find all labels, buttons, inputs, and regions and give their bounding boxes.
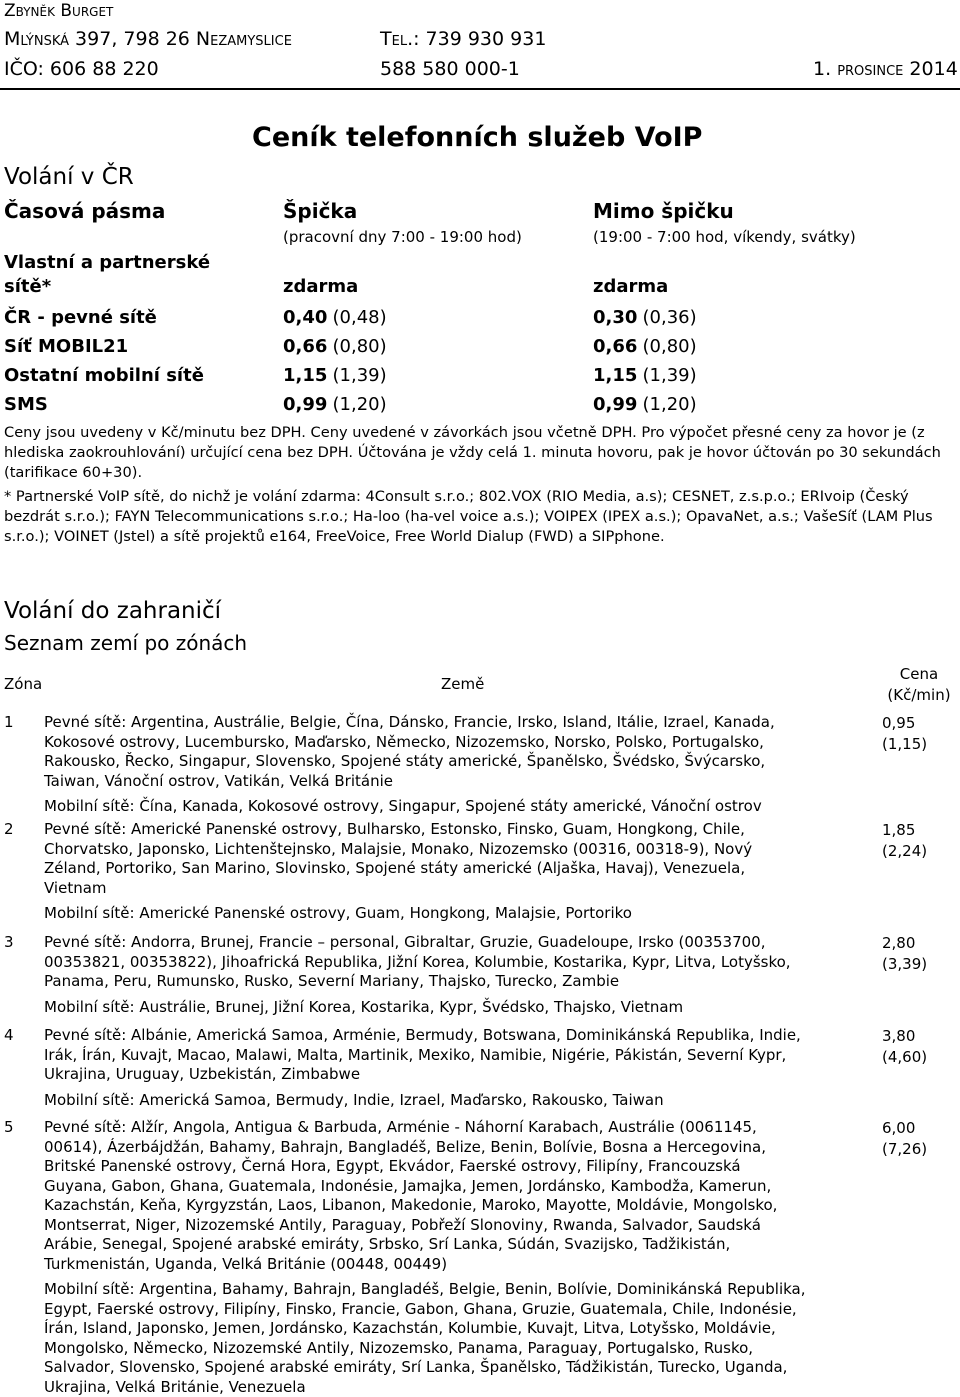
col-price-label-line1: Cena	[900, 665, 938, 683]
zone-countries	[44, 1026, 869, 1110]
col-peak-subheader: (pracovní dny 7:00 - 19:00 hod)	[283, 228, 522, 246]
company-address: Mlýnská 397, 798 26 Nezamyslice	[4, 28, 292, 50]
zone-price	[882, 933, 927, 975]
peak-price-vat: (0,48)	[333, 307, 387, 328]
fixed-line: Kokosové ostrovy, Lucembursko, Maďarsko, Německo, Nizozemsko, Norsko, Polsko, Portugalsko,	[44, 733, 869, 753]
row-label-line2: sítě*	[4, 276, 51, 297]
zone-price-vat: (7,26)	[882, 1140, 927, 1158]
offpeak-price: 0,66	[593, 336, 637, 357]
row-label: SMS	[4, 394, 48, 415]
fixed-line: Rakousko, Řecko, Singapur, Slovensko, Spojené státy americké, Španělsko, Švédsko, Švýcarsko,	[44, 752, 869, 772]
fixed-line: Pevné sítě: Argentina, Austrálie, Belgie, Čína, Dánsko, Francie, Irsko, Island, Itálie, Izrael, Kanada,	[44, 713, 869, 733]
fixed-line: Irák, Írán, Kuvajt, Macao, Malawi, Malta, Martinik, Mexiko, Namibie, Nigérie, Pákistán, Severní Kypr,	[44, 1046, 869, 1066]
zone-number: 5	[4, 1118, 14, 1136]
abroad-heading: Volání do zahraničí	[4, 598, 221, 624]
zone-countries	[44, 820, 869, 924]
peak-price: 0,66	[283, 336, 327, 357]
fixed-line: Britské Panenské ostrovy, Černá Hora, Egypt, Ekvádor, Faerské ostrovy, Filipíny, Francouzská	[44, 1157, 869, 1177]
offpeak-price-cell	[593, 336, 697, 357]
fixed-line: Panama, Peru, Rumunsko, Rusko, Severní Mariany, Thajsko, Turecko, Zambie	[44, 972, 869, 992]
offpeak-price-cell	[593, 394, 697, 415]
zone-countries	[44, 713, 869, 817]
zone-price	[882, 820, 927, 862]
zone-price	[882, 1026, 927, 1068]
offpeak-price-cell	[593, 365, 697, 386]
zone-price-net: 0,95	[882, 714, 915, 732]
fixed-line: Turkmenistán, Uganda, Velká Británie (00448, 00449)	[44, 1255, 869, 1275]
col-zone-header: Časová pásma	[4, 199, 165, 223]
fixed-line: Vietnam	[44, 879, 869, 899]
abroad-subheading: Seznam zemí po zónách	[4, 631, 247, 655]
offpeak-price-vat: (1,39)	[643, 365, 697, 386]
mobile-line: Mobilní sítě: Čína, Kanada, Kokosové ostrovy, Singapur, Spojené státy americké, Vánoční ostrov	[44, 797, 869, 817]
row-label-line1: Vlastní a partnerské	[4, 252, 210, 273]
fixed-line: Kazachstán, Keňa, Kyrgyzstán, Laos, Libanon, Makedonie, Maroko, Mayotte, Moldávie, Mongolsko,	[44, 1196, 869, 1216]
price-note: Ceny jsou uvedeny v Kč/minutu bez DPH. Ceny uvedené v závorkách jsou včetně DPH. Pro výpočet přesné ceny za hovor je (z hlediska zaokrouhlování) určující cena bez DPH. Účtována je vždy celá 1. minuta hovoru, pak je hovor účtován po 30 sekundách (tarifikace 60+30).	[4, 423, 954, 483]
page-title: Ceník telefonních služeb VoIP	[252, 122, 702, 153]
offpeak-price: 0,30	[593, 307, 637, 328]
zone-number: 1	[4, 713, 14, 731]
zone-number: 3	[4, 933, 14, 951]
col-peak-header: Špička	[283, 199, 357, 223]
date-day: 1.	[813, 58, 831, 80]
peak-price-cell	[283, 307, 387, 328]
col-price-label-line2: (Kč/min)	[887, 686, 950, 704]
zone-countries	[44, 1118, 869, 1397]
fixed-line: Zéland, Portoriko, San Marino, Slovinsko, Spojené státy americké (Aljaška, Havaj), Venezuela,	[44, 859, 869, 879]
offpeak-price-vat: (1,20)	[643, 394, 697, 415]
mobile-line: Mobilní sítě: Americká Samoa, Bermudy, Indie, Izrael, Maďarsko, Rakousko, Taiwan	[44, 1091, 869, 1111]
col-price-label	[880, 664, 958, 706]
col-offpeak-subheader: (19:00 - 7:00 hod, víkendy, svátky)	[593, 228, 856, 246]
row-label: Ostatní mobilní sítě	[4, 365, 204, 386]
offpeak-price-vat: (0,80)	[643, 336, 697, 357]
header-divider	[0, 88, 960, 90]
zone-price-net: 2,80	[882, 934, 915, 952]
offpeak-price: 1,15	[593, 365, 637, 386]
row-label: ČR - pevné sítě	[4, 307, 157, 328]
company-phone: Tel.: 739 930 931	[380, 28, 546, 50]
partner-networks-note: * Partnerské VoIP sítě, do nichž je volání zdarma: 4Consult s.r.o.; 802.VOX (RIO Media, a.s); CESNET, z.s.p.o.; ERIvoip (Český bezdrát s.r.o.); FAYN Telecommunications s.r.o.; Ha-loo (ha-vel voice a.s.); VOIPEX (IPEX a.s.); OpavaNet, a.s.; VašeSíť (LAM Plus s.r.o.); VOINET (Jstel) a sítě projektů e164, FreeVoice, Free World Dialup (FWD) a SIPphone.	[4, 487, 954, 547]
fixed-line: 00353821, 00353822), Jihoafrická Republika, Jižní Korea, Kolumbie, Kostarika, Kypr, Litva, Lotyšsko,	[44, 953, 869, 973]
fixed-line: Ukrajina, Uruguay, Uzbekistán, Zimbabwe	[44, 1065, 869, 1085]
col-zone-label: Zóna	[4, 675, 42, 693]
mobile-line: Salvador, Slovensko, Spojené arabské emiráty, Srí Lanka, Španělsko, Tádžikistán, Turecko, Uganda,	[44, 1358, 869, 1378]
zone-price-net: 6,00	[882, 1119, 915, 1137]
mobile-line: Mongolsko, Německo, Nizozemské Antily, Nizozemsko, Panama, Paraguay, Portugalsko, Rusko,	[44, 1339, 869, 1359]
fixed-line: Chorvatsko, Japonsko, Lichtenštejnsko, Malajsie, Monako, Nizozemsko (00316, 00318-9), Nový	[44, 840, 869, 860]
peak-price-cell	[283, 336, 387, 357]
peak-price-vat: (0,80)	[333, 336, 387, 357]
company-ico: IČO: 606 88 220	[4, 58, 159, 80]
offpeak-price-vat: (0,36)	[643, 307, 697, 328]
fixed-line: Arábie, Senegal, Spojené arabské emiráty, Srbsko, Srí Lanka, Súdán, Svazijsko, Tadžikistán,	[44, 1235, 869, 1255]
zone-number: 4	[4, 1026, 14, 1044]
peak-price: 0,40	[283, 307, 327, 328]
zone-price-net: 1,85	[882, 821, 915, 839]
offpeak-price: 0,99	[593, 394, 637, 415]
zone-price-vat: (1,15)	[882, 735, 927, 753]
fixed-line: Montserrat, Niger, Nizozemské Antily, Paraguay, Pobřeží Slonoviny, Rwanda, Salvador, Saudská	[44, 1216, 869, 1236]
zone-price	[882, 1118, 927, 1160]
peak-price: zdarma	[283, 276, 358, 297]
company-name: Zbyněk Burget	[4, 1, 113, 21]
mobile-line: Ukrajina, Velká Británie, Venezuela	[44, 1378, 869, 1397]
peak-price-vat: (1,20)	[333, 394, 387, 415]
row-label: Síť MOBIL21	[4, 336, 128, 357]
mobile-line: Egypt, Faerské ostrovy, Filipíny, Finsko, Francie, Gabon, Ghana, Gruzie, Guatemala, Chile, Indonésie,	[44, 1300, 869, 1320]
mobile-line: Mobilní sítě: Austrálie, Brunej, Jižní Korea, Kostarika, Kypr, Švédsko, Thajsko, Vietnam	[44, 998, 869, 1018]
domestic-heading: Volání v ČR	[4, 164, 134, 190]
fixed-line: Pevné sítě: Albánie, Americká Samoa, Arménie, Bermudy, Botswana, Dominikánská Republika, Indie,	[44, 1026, 869, 1046]
mobile-line: Mobilní sítě: Americké Panenské ostrovy, Guam, Hongkong, Malajsie, Portoriko	[44, 904, 869, 924]
zone-number: 2	[4, 820, 14, 838]
fixed-line: Pevné sítě: Alžír, Angola, Antigua & Barbuda, Arménie - Náhorní Karabach, Austrálie (0061145,	[44, 1118, 869, 1138]
peak-price-cell	[283, 365, 387, 386]
peak-price-cell	[283, 394, 387, 415]
col-offpeak-header: Mimo špičku	[593, 199, 734, 223]
peak-price: 0,99	[283, 394, 327, 415]
mobile-line: Írán, Island, Japonsko, Jemen, Jordánsko, Kazachstán, Kolumbie, Kuvajt, Litva, Lotyšsko, Moldávie,	[44, 1319, 869, 1339]
peak-price-vat: (1,39)	[333, 365, 387, 386]
offpeak-price-cell	[593, 307, 697, 328]
document-date	[813, 58, 958, 80]
zone-price-vat: (3,39)	[882, 955, 927, 973]
zone-price-net: 3,80	[882, 1027, 915, 1045]
fixed-line: Pevné sítě: Americké Panenské ostrovy, Bulharsko, Estonsko, Finsko, Guam, Hongkong, Chile,	[44, 820, 869, 840]
peak-price: 1,15	[283, 365, 327, 386]
offpeak-price: zdarma	[593, 276, 668, 297]
zone-price-vat: (4,60)	[882, 1048, 927, 1066]
zone-price	[882, 713, 927, 755]
zone-countries	[44, 933, 869, 1017]
fixed-line: Pevné sítě: Andorra, Brunej, Francie – personal, Gibraltar, Gruzie, Guadeloupe, Irsko (00353700,	[44, 933, 869, 953]
bank-account: 588 580 000-1	[380, 58, 520, 80]
fixed-line: Guyana, Gabon, Ghana, Guatemala, Indonésie, Jamajka, Jemen, Jordánsko, Kambodža, Kamerun,	[44, 1177, 869, 1197]
mobile-line: Mobilní sítě: Argentina, Bahamy, Bahrajn, Bangladéš, Belgie, Benin, Bolívie, Dominikánská Republika,	[44, 1280, 869, 1300]
zone-price-vat: (2,24)	[882, 842, 927, 860]
date-month: prosince 2014	[837, 58, 958, 80]
col-country-label: Země	[441, 675, 484, 693]
fixed-line: 00614), Ázerbájdžán, Bahamy, Bahrajn, Bangladéš, Belize, Benin, Bolívie, Bosna a Hercegovina,	[44, 1138, 869, 1158]
fixed-line: Taiwan, Vánoční ostrov, Vatikán, Velká Británie	[44, 772, 869, 792]
